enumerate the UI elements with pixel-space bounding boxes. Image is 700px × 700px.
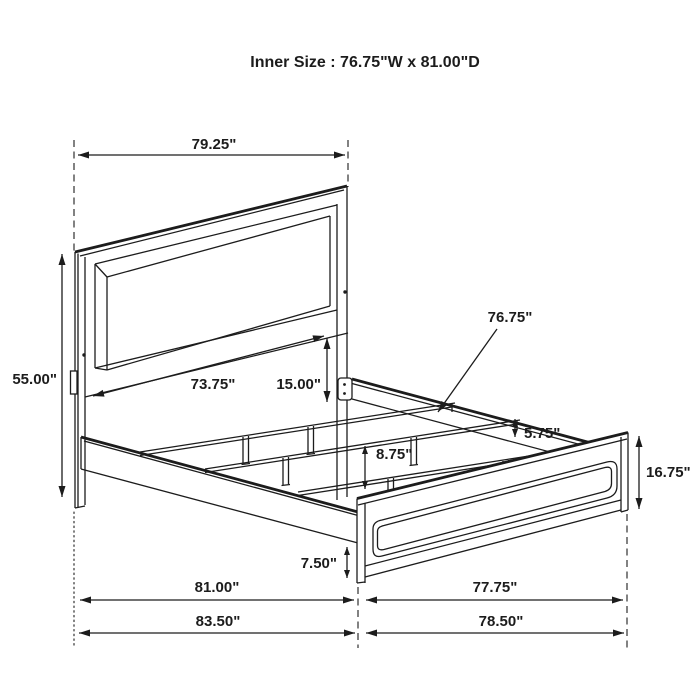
diagram-title: Inner Size : 76.75"W x 81.00"D	[250, 54, 480, 71]
dim-label-footboard-outer-width: 78.50"	[478, 613, 524, 630]
dim-label-headboard-clearance: 15.00"	[276, 376, 321, 393]
dim-label-footboard-height: 16.75"	[646, 464, 691, 481]
dim-label-rail-top-gap: 5.75"	[524, 425, 561, 442]
leader-line-slat-width	[438, 329, 497, 412]
dim-label-slat-width: 76.75"	[487, 309, 533, 326]
dim-label-top-width: 79.25"	[191, 136, 237, 153]
rail-bracket	[338, 378, 352, 400]
dim-label-footboard-inner-width: 77.75"	[472, 579, 518, 596]
bolt-hole-left	[82, 353, 85, 356]
dim-label-rail-floor-gap: 7.50"	[300, 555, 337, 572]
dim-label-side-inner-depth: 81.00"	[194, 579, 240, 596]
dim-label-slat-support-height: 8.75"	[376, 446, 413, 463]
dim-label-headboard-inner-width: 73.75"	[190, 376, 236, 393]
dim-label-side-outer-depth: 83.50"	[195, 613, 241, 630]
dim-label-headboard-height: 55.00"	[12, 371, 57, 388]
bolt-hole-right	[343, 290, 346, 293]
headboard-drawing	[71, 186, 353, 508]
